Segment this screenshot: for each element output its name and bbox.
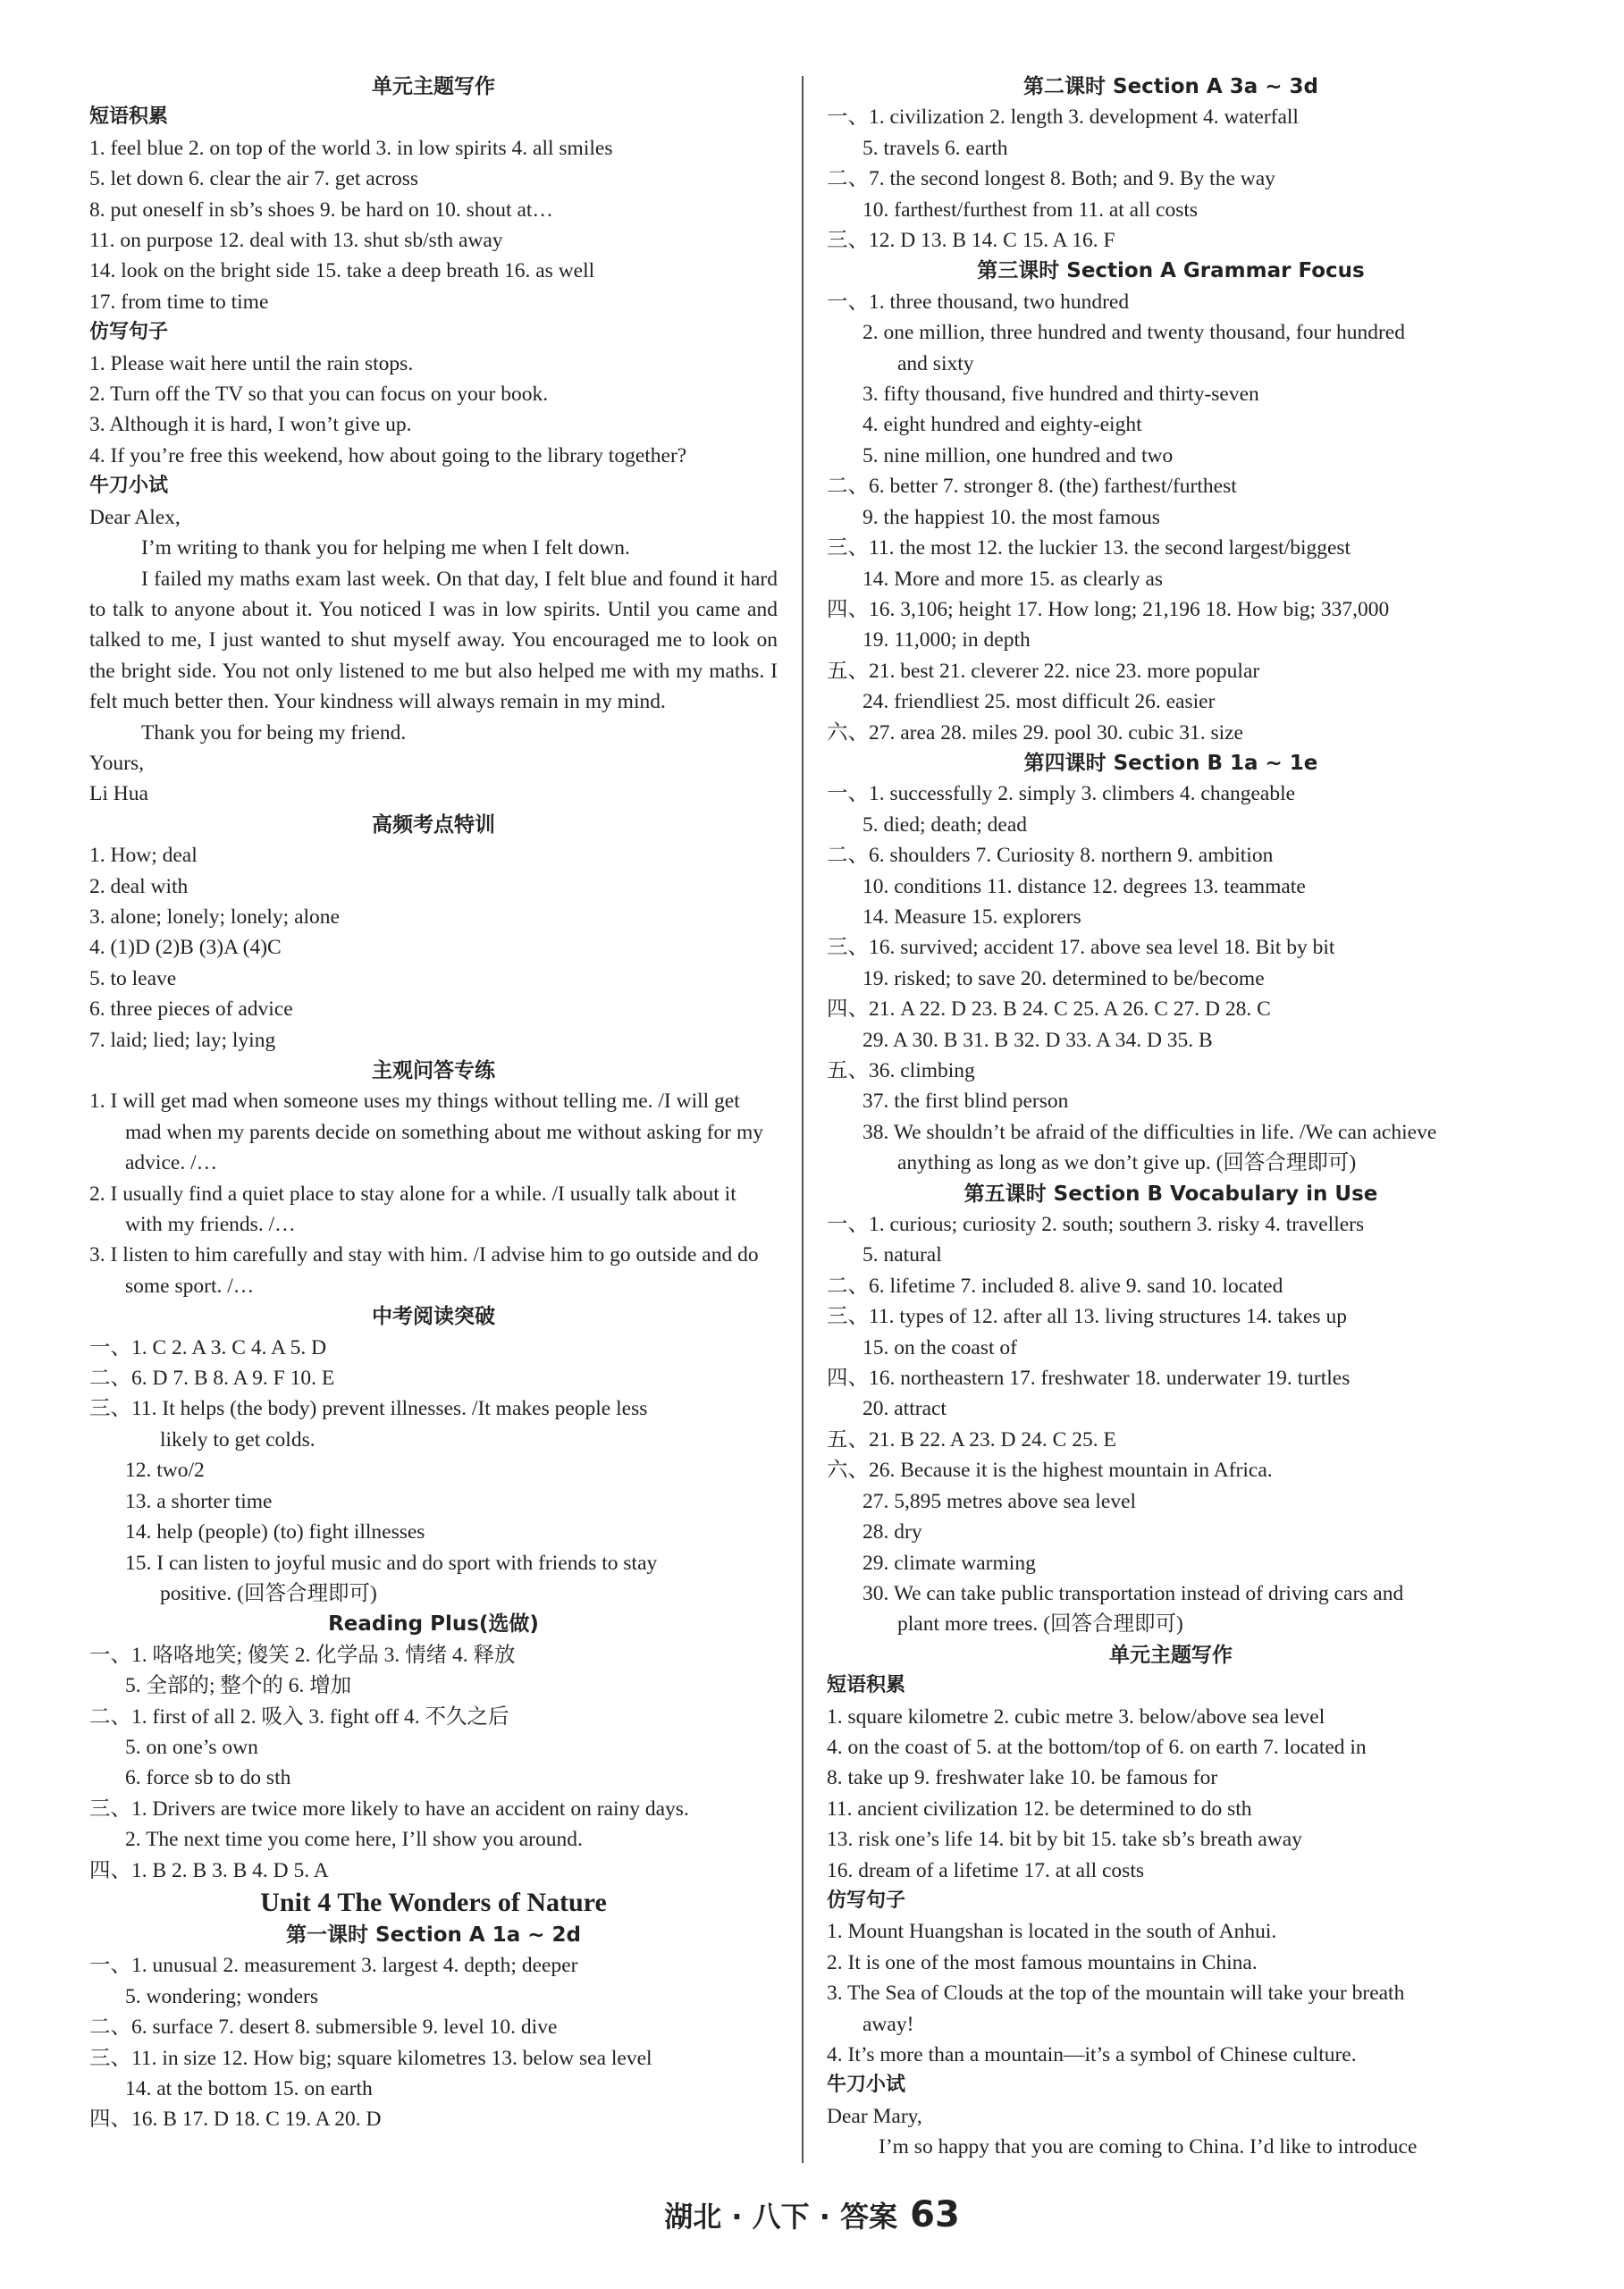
answer-line: 一、1. civilization 2. length 3. development 4. waterfall <box>827 105 1299 130</box>
answer-line: 三、16. survived; accident 17. above sea level 18. Bit by bit <box>827 936 1335 960</box>
answer-line: 27. 5,895 metres above sea level <box>862 1489 1137 1513</box>
subsection-label: 短语积累 <box>89 105 169 129</box>
answer-line: 2. It is one of the most famous mountains in China. <box>827 1950 1258 1974</box>
answer-line: 4. If you’re free this weekend, how about going to the library together? <box>89 443 687 467</box>
section-heading: 第二课时 Section A 3a ~ 3d <box>1023 75 1318 98</box>
answer-line: plant more trees. (回答合理即可) <box>897 1612 1183 1637</box>
section-heading: Reading Plus(选做) <box>328 1612 539 1637</box>
answer-line: 13. risk one’s life 14. bit by bit 15. take sb’s breath away <box>827 1828 1302 1852</box>
footer-label: 湖北 · 八下 · 答案 <box>664 2200 898 2234</box>
right-column <box>827 72 1515 2163</box>
answer-line: 5. to leave <box>89 966 177 990</box>
answer-line: 4. on the coast of 5. at the bottom/top of 6. on earth 7. located in <box>827 1735 1367 1759</box>
answer-line: 2. Turn off the TV so that you can focus on your book. <box>89 383 549 407</box>
answer-line: 5. wondering; wonders <box>125 1984 319 2008</box>
answer-line: 14. look on the bright side 15. take a deep breath 16. as well <box>89 259 595 283</box>
answer-line: Dear Mary, <box>827 2104 922 2128</box>
answer-line: 11. ancient civilization 12. be determined to do sth <box>827 1797 1252 1821</box>
column-divider <box>802 76 804 2163</box>
answer-line: 37. the first blind person <box>862 1090 1069 1114</box>
answer-line: 六、27. area 28. miles 29. pool 30. cubic 31. size <box>827 720 1243 745</box>
answer-line: away! <box>862 2012 914 2036</box>
answer-line: 三、1. Drivers are twice more likely to have an accident on rainy days. <box>89 1797 689 1821</box>
section-heading: 单元主题写作 <box>1109 1643 1233 1667</box>
unit-title: Unit 4 The Wonders of Nature <box>260 1887 607 1917</box>
answer-line: 二、6. shoulders 7. Curiosity 8. northern 9. ambition <box>827 844 1274 868</box>
answer-line: 3. fifty thousand, five hundred and thirty-seven <box>862 383 1259 407</box>
subsection-label: 牛刀小试 <box>827 2074 906 2097</box>
answer-line: 一、1. three thousand, two hundred <box>827 290 1130 314</box>
answer-line: 4. (1)D (2)B (3)A (4)C <box>89 936 282 960</box>
answer-line: 三、11. types of 12. after all 13. living structures 14. takes up <box>827 1305 1347 1329</box>
answer-line: 四、16. B 17. D 18. C 19. A 20. D <box>89 2108 382 2132</box>
answer-line: 二、1. first of all 2. 吸入 3. fight off 4. 不久之后 <box>89 1704 509 1729</box>
answer-line: 17. from time to time <box>89 290 269 314</box>
answer-line: 一、1. successfully 2. simply 3. climbers 4. changeable <box>827 782 1296 806</box>
answer-line: 14. at the bottom 15. on earth <box>125 2077 373 2100</box>
answer-line: 14. More and more 15. as clearly as <box>862 567 1164 591</box>
letter-paragraph: I failed my maths exam last week. On that day, I felt blue and found it hard to talk to anyone about it. You noticed I was in low spirits. Until you came and talked to me, I just wanted to shut myself away. You encouraged me to look on the bright side. You not only listened to me but also helped me with my maths. I felt much better then. Your kindness will always remain in my mind. <box>89 567 778 714</box>
answer-line: 三、12. D 13. B 14. C 15. A 16. F <box>827 229 1115 253</box>
answer-line: 8. put oneself in sb’s shoes 9. be hard on 10. shout at… <box>89 198 553 222</box>
page-footer <box>0 2194 1624 2235</box>
section-heading: 高频考点特训 <box>372 812 495 837</box>
answer-line: 10. farthest/furthest from 11. at all costs <box>862 198 1199 222</box>
answer-item: 3. I listen to him carefully and stay with him. /I advise him to go outside and do some sport. /… <box>89 1243 759 1298</box>
answer-item: 2. I usually find a quiet place to stay alone for a while. /I usually talk about it with my friends. /… <box>89 1182 736 1237</box>
answer-line: 14. help (people) (to) fight illnesses <box>125 1520 425 1544</box>
answer-line: and sixty <box>897 351 974 375</box>
answer-line: 5. nine million, one hundred and two <box>862 443 1174 467</box>
subsection-label: 仿写句子 <box>89 321 169 344</box>
answer-line: 4. eight hundred and eighty-eight <box>862 413 1142 437</box>
answer-line: Li Hua <box>89 782 148 806</box>
answer-line: 5. on one’s own <box>125 1735 258 1759</box>
answer-line: 12. two/2 <box>125 1459 205 1483</box>
answer-line: 1. square kilometre 2. cubic metre 3. below/above sea level <box>827 1704 1325 1729</box>
answer-line: 二、6. better 7. stronger 8. (the) farthest/furthest <box>827 475 1237 499</box>
answer-line: 6. force sb to do sth <box>125 1766 291 1790</box>
section-heading: 中考阅读突破 <box>372 1305 495 1329</box>
subsection-label: 牛刀小试 <box>89 475 169 498</box>
answer-line: 1. Please wait here until the rain stops. <box>89 351 414 375</box>
answer-line: 二、7. the second longest 8. Both; and 9. By the way <box>827 167 1275 191</box>
answer-line: 19. 11,000; in depth <box>862 628 1031 652</box>
answer-line: 三、11. the most 12. the luckier 13. the second largest/biggest <box>827 536 1351 560</box>
answer-line: 11. on purpose 12. deal with 13. shut sb/sth away <box>89 229 503 253</box>
answer-line: Dear Alex, <box>89 505 181 529</box>
answer-line: 15. I can listen to joyful music and do sport with friends to stay <box>125 1551 658 1575</box>
answer-item: 1. I will get mad when someone uses my things without telling me. /I will get mad when my parents decide on something about me without asking for my advice. /… <box>89 1090 763 1175</box>
answer-line: 14. Measure 15. explorers <box>862 905 1081 929</box>
answer-line: 8. take up 9. freshwater lake 10. be famous for <box>827 1766 1218 1790</box>
letter-paragraph: I’m writing to thank you for helping me when I felt down. <box>141 536 630 560</box>
answer-line: 五、21. best 21. cleverer 22. nice 23. more popular <box>827 659 1260 683</box>
subsection-label: 仿写句子 <box>827 1889 906 1912</box>
answer-line: 二、6. D 7. B 8. A 9. F 10. E <box>89 1367 335 1391</box>
answer-line: 2. deal with <box>89 874 189 898</box>
answer-line: 1. feel blue 2. on top of the world 3. in low spirits 4. all smiles <box>89 136 613 160</box>
section-heading: 主观问答专练 <box>372 1059 495 1082</box>
answer-line: 29. climate warming <box>862 1551 1036 1575</box>
answer-line: 2. The next time you come here, I’ll show you around. <box>125 1828 583 1852</box>
answer-line: 10. conditions 11. distance 12. degrees 13. teammate <box>862 874 1306 898</box>
answer-line: 1. How; deal <box>89 844 198 868</box>
page-number: 63 <box>910 2194 960 2235</box>
answer-line: likely to get colds. <box>160 1427 316 1452</box>
left-column <box>89 72 778 2135</box>
answer-line: 四、21. A 22. D 23. B 24. C 25. A 26. C 27. D 28. C <box>827 997 1271 1022</box>
answer-line: 5. natural <box>862 1243 942 1267</box>
answer-line: 一、1. C 2. A 3. C 4. A 5. D <box>89 1335 327 1359</box>
answer-line: 五、36. climbing <box>827 1059 975 1082</box>
answer-line: 四、16. northeastern 17. freshwater 18. underwater 19. turtles <box>827 1367 1351 1391</box>
answer-line: 2. one million, three hundred and twenty thousand, four hundred <box>862 321 1405 345</box>
answer-line: 24. friendliest 25. most difficult 26. easier <box>862 690 1216 714</box>
answer-line: 六、26. Because it is the highest mountain in Africa. <box>827 1459 1273 1483</box>
section-heading: 第一课时 Section A 1a ~ 2d <box>286 1923 581 1947</box>
answer-line: 3. alone; lonely; lonely; alone <box>89 905 340 929</box>
answer-line: 二、6. surface 7. desert 8. submersible 9. level 10. dive <box>89 2015 558 2040</box>
answer-line: Yours, <box>89 751 144 775</box>
answer-line: 5. let down 6. clear the air 7. get across <box>89 167 419 191</box>
answer-line: 9. the happiest 10. the most famous <box>862 505 1160 529</box>
answer-line: 4. It’s more than a mountain—it’s a symbol of Chinese culture. <box>827 2043 1357 2066</box>
answer-line: 13. a shorter time <box>125 1489 273 1513</box>
answer-line: 二、6. lifetime 7. included 8. alive 9. sand 10. located <box>827 1274 1283 1298</box>
letter-paragraph: Thank you for being my friend. <box>141 720 407 745</box>
answer-line: 6. three pieces of advice <box>89 997 293 1022</box>
answer-line: 一、1. unusual 2. measurement 3. largest 4. depth; deeper <box>89 1954 578 1978</box>
section-heading: 单元主题写作 <box>372 75 495 98</box>
answer-line: anything as long as we don’t give up. (回答合理即可) <box>897 1151 1357 1175</box>
answer-line: 5. 全部的; 整个的 6. 增加 <box>125 1674 352 1698</box>
answer-line: 三、11. in size 12. How big; square kilometres 13. below sea level <box>89 2046 652 2070</box>
answer-line: 5. died; death; dead <box>862 812 1028 837</box>
answer-line: 3. The Sea of Clouds at the top of the mountain will take your breath <box>827 1982 1405 2006</box>
subsection-label: 短语积累 <box>827 1674 906 1697</box>
answer-line: 一、1. 咯咯地笑; 傻笑 2. 化学品 3. 情绪 4. 释放 <box>89 1643 516 1667</box>
answer-line: 3. Although it is hard, I won’t give up. <box>89 413 412 437</box>
answer-line: 四、16. 3,106; height 17. How long; 21,196 18. How big; 337,000 <box>827 597 1390 621</box>
answer-line: 19. risked; to save 20. determined to be/become <box>862 966 1265 990</box>
answer-line: 38. We shouldn’t be afraid of the difficulties in life. /We can achieve <box>862 1120 1437 1144</box>
answer-line: 三、11. It helps (the body) prevent illnesses. /It makes people less <box>89 1397 648 1421</box>
answer-line: 20. attract <box>862 1397 947 1421</box>
answer-line: 五、21. B 22. A 23. D 24. C 25. E <box>827 1427 1116 1452</box>
answer-line: 5. travels 6. earth <box>862 136 1008 160</box>
answer-line: positive. (回答合理即可) <box>160 1581 377 1605</box>
answer-line: 四、1. B 2. B 3. B 4. D 5. A <box>89 1858 329 1882</box>
answer-line: 28. dry <box>862 1520 922 1544</box>
answer-line: 30. We can take public transportation instead of driving cars and <box>862 1581 1404 1605</box>
answer-line: 15. on the coast of <box>862 1335 1017 1359</box>
answer-line: 一、1. curious; curiosity 2. south; southern 3. risky 4. travellers <box>827 1213 1365 1237</box>
section-heading: 第四课时 Section B 1a ~ 1e <box>1023 751 1318 775</box>
letter-paragraph: I’m so happy that you are coming to China. I’d like to introduce <box>879 2135 1418 2159</box>
answer-line: 16. dream of a lifetime 17. at all costs <box>827 1858 1145 1882</box>
section-heading: 第五课时 Section B Vocabulary in Use <box>963 1182 1378 1206</box>
answer-line: 7. laid; lied; lay; lying <box>89 1028 276 1052</box>
answer-line: 29. A 30. B 31. B 32. D 33. A 34. D 35. B <box>862 1028 1213 1052</box>
answer-line: 1. Mount Huangshan is located in the south of Anhui. <box>827 1920 1277 1944</box>
section-heading: 第三课时 Section A Grammar Focus <box>977 259 1365 283</box>
